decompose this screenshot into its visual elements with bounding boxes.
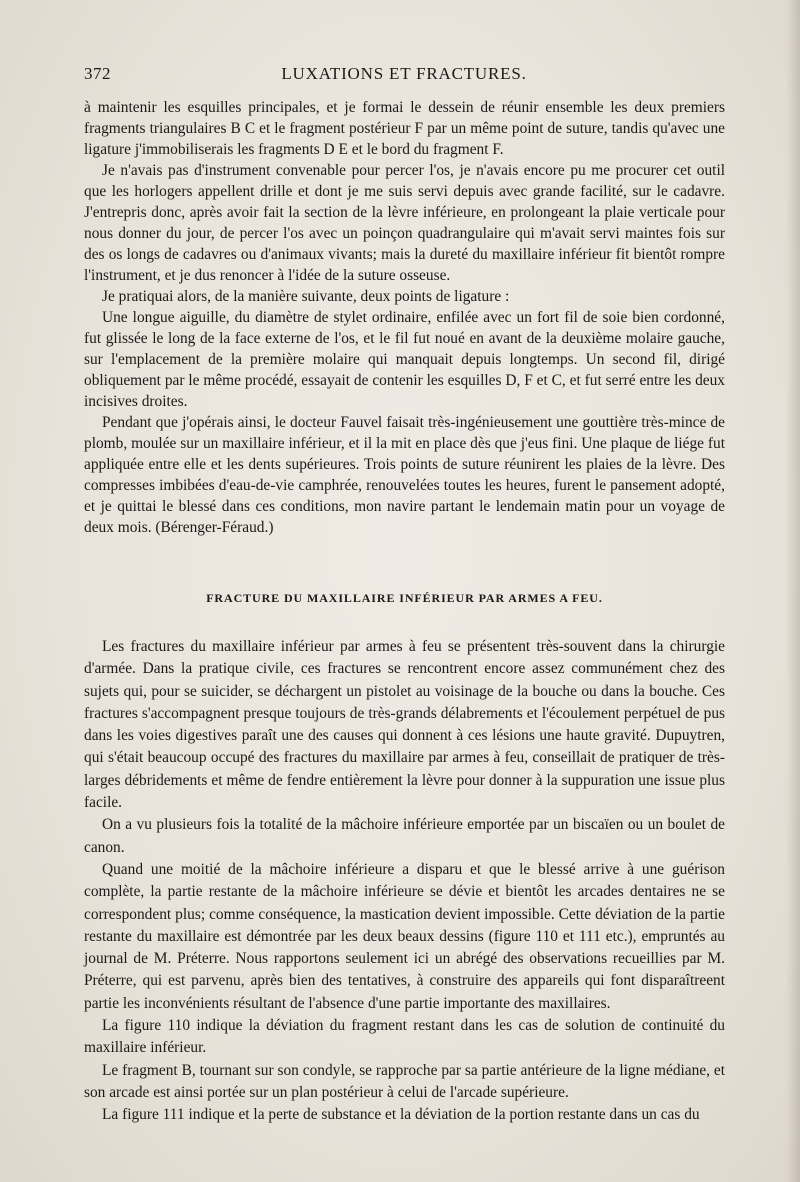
paragraph: On a vu plusieurs fois la totalité de la mâchoire inférieure emportée par un biscaïen ou un boulet de canon.	[84, 816, 725, 856]
paragraph: Le fragment B, tournant sur son condyle, se rapproche par sa partie antérieure de la ligne médiane, et son arcade est ainsi portée sur un plan postérieur à celui de l'arcade supérieure.	[84, 1061, 725, 1101]
top-text-block	[84, 97, 725, 538]
paragraph: Une longue aiguille, du diamètre de stylet ordinaire, enfilée avec un fort fil de soie bien cordonné, fut glissée le long de la face externe de l'os, et le fil fut noué en avant de la deuxième molaire gauche, sur l'emplacement de la première molaire qui manquait depuis longtemps. Un second fil, dirigé obliquement par le même procédé, essayait de contenir les esquilles D, F et C, et fut serré entre les deux incisives droites.	[84, 309, 725, 410]
running-head	[84, 64, 724, 88]
paragraph: Je n'avais pas d'instrument convenable pour percer l'os, je n'avais encore pu me procurer cet outil que les horlogers appellent drille et dont je me suis servi depuis avec grande facilité, sur le cadavre. J'entrepris donc, après avoir fait la section de la lèvre inférieure, en prolongeant la plaie verticale pour nous donner du jour, de percer l'os avec un poinçon quadrangulaire qui m'avait servi maintes fois sur des os longs de cadavres ou d'animaux vivants; mais la dureté du maxillaire inférieur fit bientôt rompre l'instrument, et je dus renoncer à l'idée de la suture osseuse.	[84, 162, 725, 284]
running-title: LUXATIONS ET FRACTURES.	[281, 64, 527, 83]
bottom-text-block	[84, 636, 725, 1127]
paragraph: à maintenir les esquilles principales, et je formai le dessein de réunir ensemble les deux premiers fragments triangulaires B C et le fragment postérieur F par un même point de suture, tandis qu'avec une ligature j'immobiliserais les fragments D E et le bord du fragment F.	[84, 99, 725, 158]
paragraph: Quand une moitié de la mâchoire inférieure a disparu et que le blessé arrive à une guérison complète, la partie restante de la mâchoire inférieure se dévie et bientôt les arcades dentaires ne se correspondent plus; comme conséquence, la mastication devient impossible. Cette déviation de la partie restante du maxillaire est démontrée par les deux beaux dessins (figure 110 et 111 etc.), empruntés au journal de M. Préterre. Nous rapportons seulement ici un abrégé des observations recueillies par M. Préterre, qui est parvenu, après bien des tentatives, à construire des appareils qui font disparaîtreent partie les inconvénients résultant de l'absence d'une partie importante des maxillaires.	[84, 860, 725, 1012]
paragraph: Les fractures du maxillaire inférieur par armes à feu se présentent très-souvent dans la chirurgie d'armée. Dans la pratique civile, ces fractures se rencontrent encore assez communément chez des sujets qui, pour se suicider, se déchargent un pistolet au voisinage de la bouche ou dans la bouche. Ces fractures s'accompagnent presque toujours de très-grands délabrements et l'écoulement perpétuel de pus dans les voies digestives paraît une des causes qui donnent à ces lésions une haute gravité. Dupuytren, qui s'était beaucoup occupé des fractures du maxillaire par armes à feu, conseillait de pratiquer de très-larges débridements et même de fendre entièrement la lèvre pour donner à la suppuration une issue plus facile.	[84, 638, 725, 812]
paragraph: Je pratiquai alors, de la manière suivante, deux points de ligature :	[102, 288, 510, 305]
paragraph: Pendant que j'opérais ainsi, le docteur Fauvel faisait très-ingénieusement une gouttière très-mince de plomb, moulée sur un maxillaire inférieur, et il la mit en place dès que j'eus fini. Une plaque de liége fut appliquée entre elle et les dents supérieures. Trois points de suture réunirent les plaies de la lèvre. Des compresses imbibées d'eau-de-vie camphrée, renouvelées toutes les heures, furent le pansement adopté, et je quittai le blessé dans ces conditions, mon navire partant le lendemain matin pour un voyage de deux mois. (Bérenger-Féraud.)	[84, 414, 725, 536]
paragraph: La figure 110 indique la déviation du fragment restant dans les cas de solution de continuité du maxillaire inférieur.	[84, 1017, 725, 1057]
section-heading: FRACTURE DU MAXILLAIRE INFÉRIEUR PAR ARMES A FEU.	[206, 591, 603, 605]
page-number: 372	[84, 64, 111, 83]
paragraph: La figure 111 indique et la perte de substance et la déviation de la portion restante dans un cas du	[102, 1106, 700, 1124]
